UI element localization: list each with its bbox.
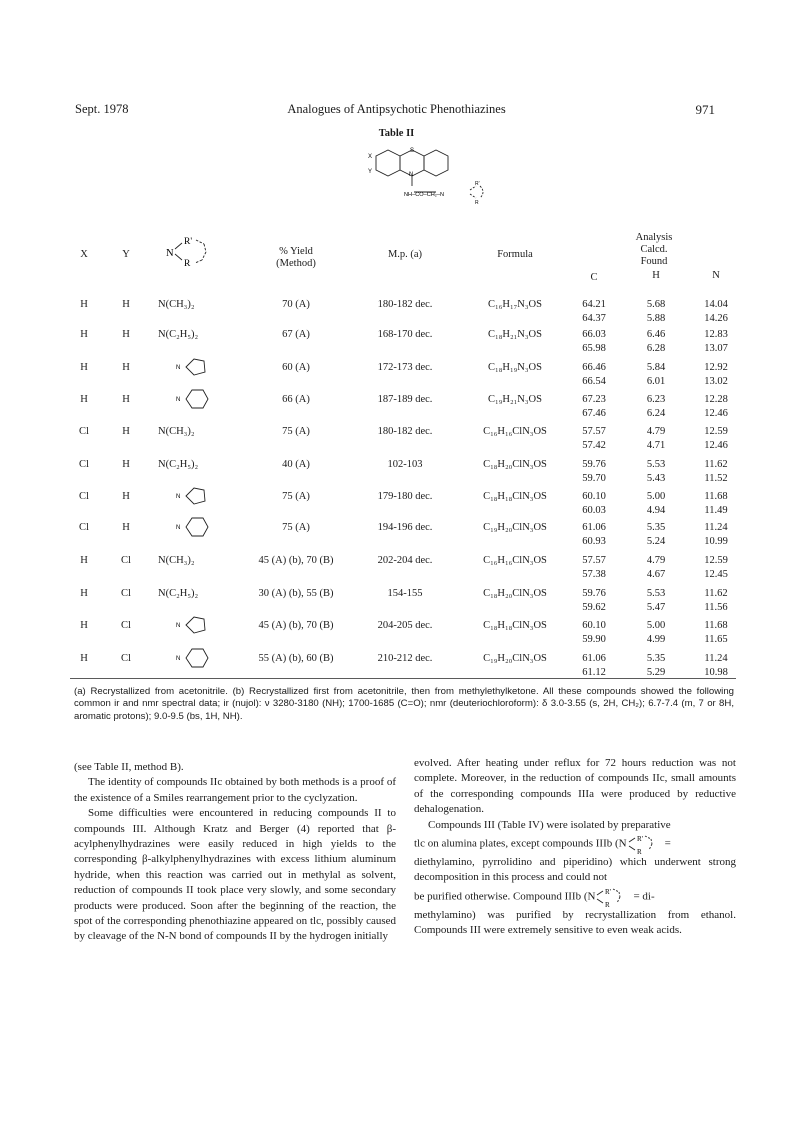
cell-found-n: 12.45: [704, 569, 728, 580]
cell-found-c: 59.62: [582, 602, 606, 613]
cell-y: H: [122, 491, 130, 502]
table-row: [0, 328, 793, 358]
cell-calc-n: 11.68: [704, 491, 728, 502]
cell-calc-c: 66.46: [582, 362, 606, 373]
cell-found-h: 6.28: [646, 343, 666, 354]
cell-found-n: 11.52: [704, 473, 728, 484]
cell-calc-n: 11.24: [704, 522, 728, 533]
phenothiazine-structure-diagram: [352, 146, 492, 214]
cell-found-c: 57.42: [582, 440, 606, 451]
svg-text:R: R: [184, 259, 191, 269]
cell-x: Cl: [79, 459, 89, 470]
cell-yield: 75 (A): [282, 522, 310, 533]
cell-x: H: [80, 620, 88, 631]
cell-found-c: 59.70: [582, 473, 606, 484]
cell-formula: C₁₈H₂₁N₃OS: [488, 329, 542, 340]
pyrrolidine-ring-icon: [170, 613, 216, 637]
cell-found-h: 6.24: [646, 408, 666, 419]
svg-text:N: N: [166, 248, 174, 259]
table-rule: [70, 678, 736, 679]
cell-found-n: 11.49: [704, 505, 728, 516]
cell-calc-c: 64.21: [582, 299, 606, 310]
cell-found-h: 5.29: [646, 667, 666, 678]
cell-found-c: 64.37: [582, 313, 606, 324]
cell-calc-c: 61.06: [582, 653, 606, 664]
table-row: [0, 554, 793, 584]
cell-formula: C₁₆H₁₆ClN₃OS: [483, 555, 547, 566]
structure-label-r1: R': [475, 181, 480, 187]
cell-yield: 30 (A) (b), 55 (B): [258, 588, 334, 599]
cell-mp: 187-189 dec.: [377, 394, 433, 405]
table-row: [0, 458, 793, 488]
cell-x: H: [80, 362, 88, 373]
cell-calc-c: 60.10: [582, 620, 606, 631]
cell-found-c: 67.46: [582, 408, 606, 419]
cell-found-n: 11.65: [704, 634, 728, 645]
cell-found-c: 60.93: [582, 536, 606, 547]
cell-calc-n: 11.62: [704, 459, 728, 470]
cell-calc-c: 67.23: [582, 394, 606, 405]
paragraph: The identity of compounds IIc obtained by both methods is a proof of the existence of a Smiles rearrangement prior to the cyclyzation.: [74, 776, 396, 804]
table-row: [0, 393, 793, 423]
cell-found-n: 13.07: [704, 343, 728, 354]
cell-mp: 154-155: [387, 588, 423, 599]
table-row: [0, 490, 793, 520]
cell-mp: 172-173 dec.: [377, 362, 433, 373]
cell-calc-h: 5.00: [646, 491, 666, 502]
cell-yield: 60 (A): [282, 362, 310, 373]
svg-text:N: N: [176, 623, 181, 629]
cell-calc-c: 57.57: [582, 555, 606, 566]
cell-yield: 45 (A) (b), 70 (B): [258, 620, 334, 631]
table-row: [0, 521, 793, 551]
paragraph: Some difficulties were encountered in reducing compounds II to compounds III. Although Kratz and Berger (4) reported that β-acylphenylhydrazines were easily reduced in high yields to the corresponding β-alkylphenylhydrazines with excess lithium aluminum hydride, when this reaction was carried out in methylal as solvent, reduction of compounds II took place very slowly, and some secondary products were produced. Soon after the beginning of the reaction, the spot of the corresponding phenothiazine appeared on tlc, possibly caused by cleavage of the N-N bond of compounds II by the hydrogen initially: [74, 807, 396, 943]
cell-x: H: [80, 588, 88, 599]
paragraph: methylamino) was purified by recrystallization from ethanol. Compounds III were extremely sensitive to even weak acids.: [414, 908, 736, 937]
cell-y: Cl: [121, 653, 131, 664]
cell-formula: C₁₈H₁₈ClN₃OS: [483, 491, 547, 502]
piperidine-ring-icon: [170, 515, 216, 539]
structure-label-n: N: [409, 172, 414, 178]
svg-text:R: R: [605, 900, 611, 908]
cell-y: Cl: [121, 555, 131, 566]
header-amine-group: [164, 232, 220, 272]
cell-found-c: 57.38: [582, 569, 606, 580]
cell-calc-h: 5.00: [646, 620, 666, 631]
structure-chain: NH–CO–CH₂–N: [404, 192, 445, 198]
cell-found-n: 10.99: [704, 536, 728, 547]
svg-text:R': R': [605, 887, 612, 896]
cell-found-h: 5.47: [646, 602, 666, 613]
cell-calc-h: 5.53: [646, 459, 666, 470]
body-left-column: [74, 760, 396, 945]
cell-found-n: 12.46: [704, 408, 728, 419]
cell-mp: 202-204 dec.: [377, 555, 433, 566]
table-footnote: (a) Recrystallized from acetonitrile. (b) Recrystallized first from acetonitrile, then from methylethylketone. All these compounds showed the following common ir and nmr spectral data; ir (nujol): ν 3280-3180 (NH); 1700-1685 (C=O); nmr (deuteriochloroform): δ 3.0-3.55 (s, 2H, CH₂); 6.7-7.4 (m, 7 or 8H, aromatic protons); 9.0-9.5 (bs, 1H, NH).: [74, 686, 734, 722]
cell-x: Cl: [79, 426, 89, 437]
cell-y: H: [122, 426, 130, 437]
svg-text:R': R': [184, 237, 193, 247]
header-yield: % Yield (Method): [276, 246, 316, 269]
cell-found-c: 59.90: [582, 634, 606, 645]
svg-text:N: N: [176, 525, 181, 531]
cell-formula: C₁₆H₁₆ClN₃OS: [483, 426, 547, 437]
cell-found-h: 4.71: [646, 440, 666, 451]
issue-date: Sept. 1978: [75, 102, 129, 116]
cell-calc-h: 6.23: [646, 394, 666, 405]
cell-formula: C₁₉H₂₁N₃OS: [488, 394, 542, 405]
cell-calc-n: 12.59: [704, 555, 728, 566]
cell-found-c: 61.12: [582, 667, 606, 678]
pyrrolidine-ring-icon: [170, 355, 216, 379]
cell-x: Cl: [79, 491, 89, 502]
svg-text:N: N: [176, 365, 181, 371]
cell-formula: C₁₈H₂₀ClN₃OS: [483, 588, 547, 599]
cell-x: Cl: [79, 522, 89, 533]
cell-calc-n: 12.92: [704, 362, 728, 373]
cell-found-c: 65.98: [582, 343, 606, 354]
table-row: [0, 425, 793, 455]
cell-calc-h: 4.79: [646, 426, 666, 437]
cell-found-c: 66.54: [582, 376, 606, 387]
cell-mp: 179-180 dec.: [377, 491, 433, 502]
table-row: [0, 361, 793, 391]
amine-group-icon: [595, 886, 633, 908]
cell-found-n: 14.26: [704, 313, 728, 324]
cell-calc-h: 5.84: [646, 362, 666, 373]
cell-found-c: 60.03: [582, 505, 606, 516]
cell-yield: 67 (A): [282, 329, 310, 340]
cell-y: H: [122, 394, 130, 405]
table-row: [0, 619, 793, 649]
cell-calc-c: 60.10: [582, 491, 606, 502]
cell-amine: N(C₂H₅)₂: [158, 459, 199, 470]
structure-label-s: S: [410, 148, 415, 154]
cell-x: H: [80, 653, 88, 664]
page-number: 971: [695, 102, 715, 117]
svg-text:N: N: [176, 397, 181, 403]
piperidine-ring-icon: [170, 387, 216, 411]
cell-yield: 55 (A) (b), 60 (B): [258, 653, 334, 664]
cell-x: H: [80, 555, 88, 566]
paragraph: diethylamino, pyrrolidino and piperidino) which underwent strong decomposition in this process and could not: [414, 856, 736, 884]
cell-found-n: 13.02: [704, 376, 728, 387]
cell-yield: 70 (A): [282, 299, 310, 310]
cell-amine: N(CH₃)₂: [158, 555, 195, 566]
piperidine-ring-icon: [170, 646, 216, 670]
cell-calc-h: 5.35: [646, 653, 666, 664]
cell-found-n: 10.98: [704, 667, 728, 678]
cell-calc-c: 61.06: [582, 522, 606, 533]
svg-text:N: N: [176, 494, 181, 500]
cell-calc-n: 11.24: [704, 653, 728, 664]
cell-y: Cl: [121, 588, 131, 599]
cell-amine: N(CH₃)₂: [158, 426, 195, 437]
cell-y: H: [122, 459, 130, 470]
header-c: C: [590, 272, 598, 283]
structure-label-y: Y: [368, 169, 373, 175]
cell-found-n: 11.56: [704, 602, 728, 613]
cell-found-n: 12.46: [704, 440, 728, 451]
cell-calc-h: 5.53: [646, 588, 666, 599]
svg-text:R': R': [636, 835, 643, 844]
cell-mp: 204-205 dec.: [377, 620, 433, 631]
cell-calc-h: 4.79: [646, 555, 666, 566]
cell-calc-n: 14.04: [704, 299, 728, 310]
cell-formula: C₁₆H₁₇N₃OS: [488, 299, 542, 310]
running-title: Analogues of Antipsychotic Phenothiazines: [287, 102, 506, 116]
structure-label-x: X: [368, 154, 373, 160]
cell-mp: 180-182 dec.: [377, 299, 433, 310]
cell-found-h: 4.94: [646, 505, 666, 516]
cell-x: H: [80, 299, 88, 310]
header-y: Y: [122, 249, 130, 260]
cell-calc-n: 11.62: [704, 588, 728, 599]
cell-y: H: [122, 362, 130, 373]
header-n: N: [712, 270, 720, 281]
cell-found-h: 5.88: [646, 313, 666, 324]
cell-calc-c: 59.76: [582, 459, 606, 470]
paragraph: Compounds III (Table IV) were isolated by preparative: [428, 818, 671, 831]
cell-y: H: [122, 299, 130, 310]
paragraph: (see Table II, method B).: [74, 761, 184, 773]
cell-mp: 168-170 dec.: [377, 329, 433, 340]
running-head: [0, 102, 793, 122]
header-analysis: Analysis Calcd. Found: [635, 232, 673, 267]
cell-found-h: 5.43: [646, 473, 666, 484]
cell-calc-n: 12.28: [704, 394, 728, 405]
cell-calc-c: 59.76: [582, 588, 606, 599]
amine-group-icon: [627, 833, 665, 855]
structure-label-r2: R: [475, 200, 479, 206]
paragraph-inline-structure: be purified otherwise. Compound IIIb (N R' R = di-: [414, 887, 655, 908]
cell-mp: 102-103: [387, 459, 423, 470]
cell-amine: N(CH₃)₂: [158, 299, 195, 310]
cell-x: H: [80, 329, 88, 340]
cell-y: H: [122, 329, 130, 340]
cell-yield: 45 (A) (b), 70 (B): [258, 555, 334, 566]
paragraph: evolved. After heating under reflux for 72 hours reduction was not complete. Moreover, in the reduction of compounds IIc, small amounts of the corresponding compounds IIIa were produced by reductive dehalogenation.: [414, 757, 736, 816]
cell-found-h: 4.99: [646, 634, 666, 645]
cell-calc-c: 66.03: [582, 329, 606, 340]
header-mp: M.p. (a): [387, 249, 423, 260]
cell-yield: 75 (A): [282, 491, 310, 502]
cell-formula: C₁₈H₂₀ClN₃OS: [483, 459, 547, 470]
cell-yield: 40 (A): [282, 459, 310, 470]
cell-calc-c: 57.57: [582, 426, 606, 437]
cell-formula: C₁₉H₂₀ClN₃OS: [483, 653, 547, 664]
cell-y: Cl: [121, 620, 131, 631]
cell-found-h: 5.24: [646, 536, 666, 547]
cell-calc-h: 6.46: [646, 329, 666, 340]
cell-mp: 210-212 dec.: [377, 653, 433, 664]
cell-amine: N(C₂H₅)₂: [158, 588, 199, 599]
cell-calc-h: 5.35: [646, 522, 666, 533]
cell-calc-n: 11.68: [704, 620, 728, 631]
pyrrolidine-ring-icon: [170, 484, 216, 508]
header-x: X: [80, 249, 88, 260]
cell-found-h: 4.67: [646, 569, 666, 580]
cell-formula: C₁₈H₁₉N₃OS: [488, 362, 542, 373]
cell-calc-h: 5.68: [646, 299, 666, 310]
cell-amine: N(C₂H₅)₂: [158, 329, 199, 340]
cell-mp: 194-196 dec.: [377, 522, 433, 533]
cell-calc-n: 12.59: [704, 426, 728, 437]
cell-formula: C₁₉H₂₀ClN₃OS: [483, 522, 547, 533]
header-formula: Formula: [497, 249, 533, 260]
table-row: [0, 298, 793, 328]
cell-y: H: [122, 522, 130, 533]
svg-text:N: N: [176, 656, 181, 662]
svg-text:R: R: [636, 848, 642, 856]
body-right-column: [414, 756, 736, 939]
cell-x: H: [80, 394, 88, 405]
table-row: [0, 587, 793, 617]
paragraph-inline-structure: tlc on alumina plates, except compounds IIIb (N R' R =: [414, 835, 671, 856]
cell-yield: 66 (A): [282, 394, 310, 405]
cell-found-h: 6.01: [646, 376, 666, 387]
table-title: Table II: [378, 128, 415, 139]
cell-yield: 75 (A): [282, 426, 310, 437]
cell-formula: C₁₈H₁₈ClN₃OS: [483, 620, 547, 631]
cell-calc-n: 12.83: [704, 329, 728, 340]
cell-mp: 180-182 dec.: [377, 426, 433, 437]
header-h: H: [652, 270, 660, 281]
